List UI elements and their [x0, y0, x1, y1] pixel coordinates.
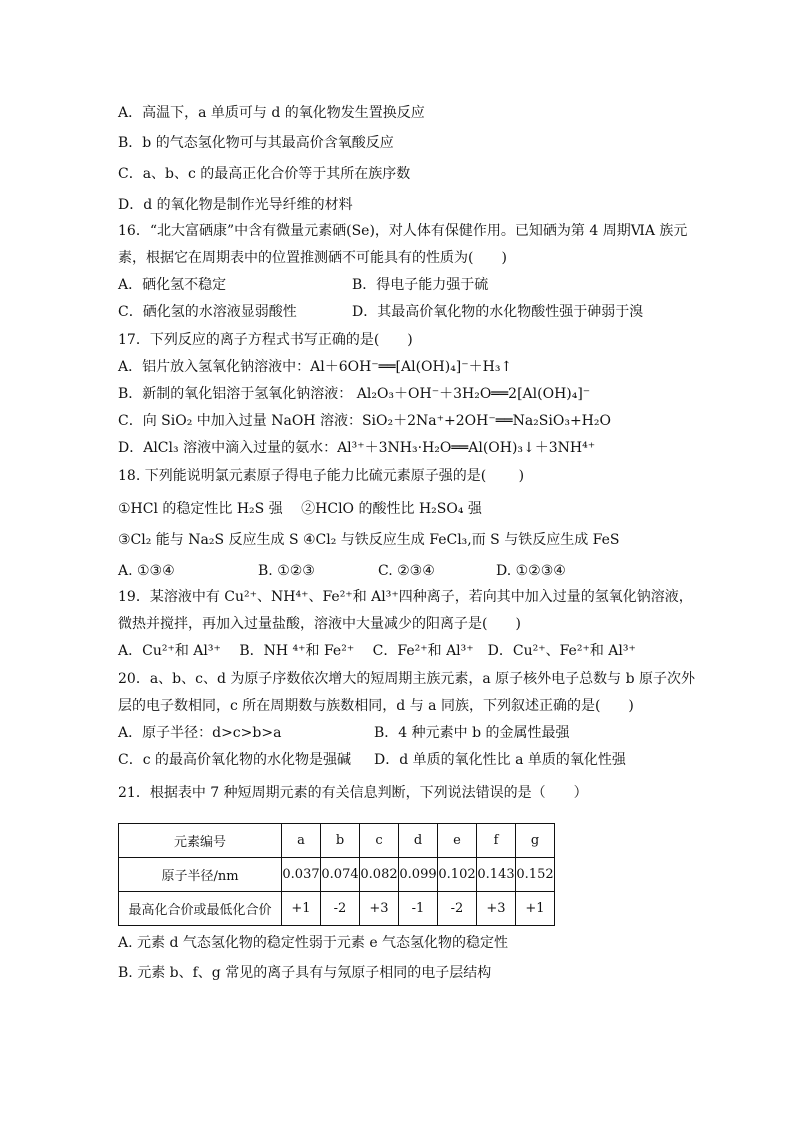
- q20-stem-line2: 层的电子数相同，c 所在周期数与族数相同，d 与 a 同族，下列叙述正确的是( ): [118, 698, 634, 714]
- table-cell: -2: [321, 892, 360, 926]
- table-cell: e: [438, 824, 477, 858]
- table-cell: g: [516, 824, 555, 858]
- table-cell: 0.082: [360, 858, 399, 892]
- table-row: [119, 858, 555, 892]
- q16-option-a: A．硒化氢不稳定: [118, 277, 227, 293]
- table-cell: b: [321, 824, 360, 858]
- q17-option-a: A．铝片放入氢氧化钠溶液中：Al＋6OH⁻══[Al(OH)₄]⁻＋H₃↑: [118, 359, 513, 375]
- table-row: [119, 892, 555, 926]
- table-cell: +3: [477, 892, 516, 926]
- q20-stem-line1: 20．a、b、c、d 为原子序数依次增大的短周期主族元素，a 原子核外电子总数与 b 原子次外: [118, 671, 696, 687]
- q19-stem-line2: 微热并搅拌，再加入过量盐酸，溶液中大量减少的阳离子是( ): [118, 616, 521, 632]
- q18-option-b: B. ①②③: [258, 563, 315, 579]
- q17-stem: 17．下列反应的离子方程式书写正确的是( ): [118, 332, 413, 348]
- q17-option-d: D．AlCl₃ 溶液中滴入过量的氨水：Al³⁺＋3NH₃·H₂O══Al(OH)₃↓＋3NH⁴⁺: [118, 440, 596, 456]
- table-cell: 0.152: [516, 858, 555, 892]
- q20-option-d: D．d 单质的氧化性比 a 单质的氧化性强: [374, 752, 626, 768]
- table-cell: a: [282, 824, 321, 858]
- table-cell: 0.102: [438, 858, 477, 892]
- q15-option-a: A．高温下，a 单质可与 d 的氧化物发生置换反应: [118, 105, 425, 121]
- table-cell: +3: [360, 892, 399, 926]
- table-cell: +1: [282, 892, 321, 926]
- q16-option-d: D．其最高价氧化物的水化物酸性强于砷弱于溴: [352, 304, 644, 320]
- table-row: [119, 824, 555, 858]
- table-row-label: 最高化合价或最低化合价: [119, 892, 282, 926]
- q20-option-a: A．原子半径：d>c>b>a: [118, 725, 282, 741]
- q21-stem: 21．根据表中 7 种短周期元素的有关信息判断，下列说法错误的是（ ）: [118, 785, 588, 801]
- q18-statements-2: ③Cl₂ 能与 Na₂S 反应生成 S ④Cl₂ 与铁反应生成 FeCl₃,而 S 与铁反应生成 FeS: [118, 532, 620, 548]
- q21-option-a: A. 元素 d 气态氢化物的稳定性弱于元素 e 气态氢化物的稳定性: [118, 935, 509, 951]
- table-cell: -2: [438, 892, 477, 926]
- table-cell: f: [477, 824, 516, 858]
- table-cell: d: [399, 824, 438, 858]
- q18-option-d: D. ①②③④: [496, 563, 566, 579]
- q19-options: A．Cu²⁺和 Al³⁺ B．NH ⁴⁺和 Fe²⁺ C．Fe²⁺和 Al³⁺ D．Cu²⁺、Fe²⁺和 Al³⁺: [118, 643, 636, 659]
- table-cell: -1: [399, 892, 438, 926]
- q21-option-b: B. 元素 b、f、g 常见的离子具有与氖原子相同的电子层结构: [118, 965, 492, 981]
- table-cell: 0.143: [477, 858, 516, 892]
- q16-stem-line1: 16．“北大富硒康”中含有微量元素硒(Se)，对人体有保健作用。已知硒为第 4 周期ⅥA 族元: [118, 223, 688, 239]
- q16-option-b: B．得电子能力强于硫: [352, 277, 489, 293]
- q16-option-c: C．硒化氢的水溶液显弱酸性: [118, 304, 297, 320]
- q18-option-c: C. ②③④: [378, 563, 435, 579]
- element-table: [118, 823, 555, 926]
- q20-option-c: C．c 的最高价氧化物的水化物是强碱: [118, 752, 352, 768]
- table-row-label: 元素编号: [119, 824, 282, 858]
- q18-option-a: A. ①③④: [118, 563, 175, 579]
- q18-statements-1: ①HCl 的稳定性比 H₂S 强 ②HClO 的酸性比 H₂SO₄ 强: [118, 501, 482, 517]
- table-cell: c: [360, 824, 399, 858]
- q20-option-b: B．4 种元素中 b 的金属性最强: [374, 725, 570, 741]
- q19-stem-line1: 19．某溶液中有 Cu²⁺、NH⁴⁺、Fe²⁺和 Al³⁺四种离子，若向其中加入过量的氢氧化钠溶液，: [118, 589, 693, 605]
- q15-option-d: D．d 的氧化物是制作光导纤维的材料: [118, 197, 353, 213]
- q15-option-c: C．a、b、c 的最高正化合价等于其所在族序数: [118, 166, 411, 182]
- q17-option-c: C．向 SiO₂ 中加入过量 NaOH 溶液：SiO₂＋2Na⁺+2OH⁻══Na₂SiO₃+H₂O: [118, 413, 611, 429]
- q18-stem: 18. 下列能说明氯元素原子得电子能力比硫元素原子强的是( ): [118, 468, 525, 484]
- table-cell: +1: [516, 892, 555, 926]
- table-cell: 0.074: [321, 858, 360, 892]
- table-row-label: 原子半径/nm: [119, 858, 282, 892]
- q16-stem-line2: 素，根据它在周期表中的位置推测硒不可能具有的性质为( ): [118, 250, 507, 266]
- table-cell: 0.099: [399, 858, 438, 892]
- q17-option-b: B．新制的氧化铝溶于氢氧化钠溶液： Al₂O₃＋OH⁻＋3H₂O══2[Al(OH)₄]⁻: [118, 386, 591, 402]
- q15-option-b: B．b 的气态氢化物可与其最高价含氧酸反应: [118, 135, 394, 151]
- table-cell: 0.037: [282, 858, 321, 892]
